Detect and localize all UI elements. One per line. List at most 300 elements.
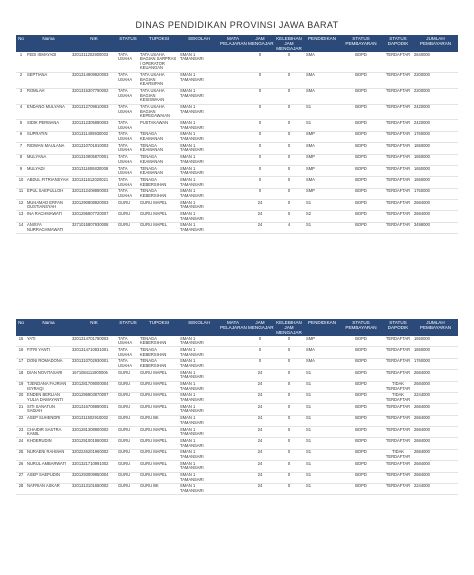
cell-no: 3 [16, 88, 26, 104]
cell-status-dapodik: TERDAFTAR [383, 188, 413, 199]
cell-status: TATA USAHA [117, 358, 139, 369]
cell-pendidikan: SMA [305, 143, 339, 154]
cell-nama: SITI SANATUN SADIAH [26, 404, 71, 415]
cell-jam-mengajar: 0 [247, 336, 273, 347]
cell-tupoksi: GURU MAPEL [139, 438, 179, 449]
cell-status: TATA USAHA [117, 347, 139, 358]
cell-sekolah: SMAN 1 TAMANSARI [179, 211, 219, 222]
header-status-pembayaran: STATUS PEMBAYARAN [339, 35, 383, 52]
header-nama: Nama [26, 35, 71, 52]
cell-jam-mengajar: 24 [247, 415, 273, 426]
cell-jam-mengajar: 24 [247, 370, 273, 381]
cell-status-pembayaran: BOPD [339, 154, 383, 165]
cell-status-dapodik: TERDAFTAR [383, 165, 413, 176]
cell-sekolah: SMAN 1 TAMANSARI [179, 336, 219, 347]
cell-jumlah-pembayaran: 2684000 [413, 449, 458, 460]
cell-status: TATA USAHA [117, 188, 139, 199]
cell-nik: 3201311606830008 [71, 165, 117, 176]
cell-nama: RIDWAN MAULANA [26, 143, 71, 154]
table-row [16, 347, 458, 358]
table-row [16, 483, 458, 494]
cell-nik: 3201321710991002 [71, 461, 117, 472]
cell-mata-pelajaran [219, 449, 247, 460]
cell-status-dapodik: TERDAFTAR [383, 177, 413, 188]
cell-nik: 3201310701910003 [71, 143, 117, 154]
cell-no: 13 [16, 211, 26, 222]
cell-tupoksi: GURU MAPEL [139, 427, 179, 438]
cell-pendidikan: SMP [305, 131, 339, 142]
table-row [16, 88, 458, 104]
header-jam-mengajar: JAM MENGAJAR [247, 35, 273, 52]
cell-jumlah-pembayaran: 2244000 [413, 483, 458, 494]
cell-kelebihan-jam: 0 [273, 88, 305, 104]
header-kelebihan-jam: KELEBIHAN JAM MENGAJAR [273, 35, 305, 52]
cell-status-dapodik: TERDAFTAR [383, 472, 413, 483]
cell-jumlah-pembayaran: 2684000 [413, 461, 458, 472]
cell-tupoksi: TATA USAHA BAGIAN KEARSIPAN [139, 72, 179, 88]
cell-sekolah: SMAN 1 TAMANSARI [179, 177, 219, 188]
cell-status-pembayaran: BOPD [339, 392, 383, 403]
cell-status-pembayaran: BOPD [339, 188, 383, 199]
cell-tupoksi: GURU MAPEL [139, 449, 179, 460]
cell-pendidikan: S1 [305, 120, 339, 131]
cell-kelebihan-jam: 0 [273, 358, 305, 369]
cell-nik: 3201312709810003 [71, 104, 117, 120]
cell-status-pembayaran: BOPD [339, 131, 383, 142]
cell-no: 11 [16, 188, 26, 199]
cell-jam-mengajar: 24 [247, 404, 273, 415]
cell-status-dapodik: TERDAFTAR [383, 438, 413, 449]
cell-sekolah: SMAN 1 TAMANSARI [179, 72, 219, 88]
cell-status-pembayaran: BOPD [339, 72, 383, 88]
cell-kelebihan-jam: 0 [273, 483, 305, 494]
cell-tupoksi: TENAGA KEAMANAN [139, 143, 179, 154]
cell-nama: SUPRATIN [26, 131, 71, 142]
cell-kelebihan-jam: 0 [273, 104, 305, 120]
cell-status-pembayaran: BOPD [339, 461, 383, 472]
cell-nik: 3271015807930008 [71, 222, 117, 233]
cell-pendidikan: SMP [305, 154, 339, 165]
cell-jumlah-pembayaran: 2684000 [413, 381, 458, 392]
cell-jam-mengajar: 0 [247, 104, 273, 120]
cell-jam-mengajar: 0 [247, 72, 273, 88]
table-row [16, 72, 458, 88]
cell-no: 23 [16, 427, 26, 438]
header-pendidikan: PENDIDIKAN [305, 35, 339, 52]
cell-status-dapodik: TERDAFTAR [383, 200, 413, 211]
cell-nama: DONI ROMADONA [26, 358, 71, 369]
cell-kelebihan-jam: 0 [273, 154, 305, 165]
cell-no: 7 [16, 143, 26, 154]
table-row [16, 200, 458, 211]
cell-mata-pelajaran [219, 415, 247, 426]
cell-status-pembayaran: BOPD [339, 52, 383, 72]
cell-status: TATA USAHA [117, 120, 139, 131]
cell-no: 2 [16, 72, 26, 88]
header-kelebihan-jam: KELEBIHAN JAM MENGAJAR [273, 319, 305, 336]
cell-no: 12 [16, 200, 26, 211]
cell-pendidikan: S1 [305, 200, 339, 211]
cell-jam-mengajar: 0 [247, 177, 273, 188]
cell-nama: SEPTIANA [26, 72, 71, 88]
cell-sekolah: SMAN 1 TAMANSARI [179, 347, 219, 358]
data-table-2 [16, 319, 458, 495]
cell-status-dapodik: TERDAFTAR [383, 143, 413, 154]
cell-kelebihan-jam: 0 [273, 120, 305, 131]
cell-sekolah: SMAN 1 TAMANSARI [179, 381, 219, 392]
cell-nama: FITRI YANTI [26, 347, 71, 358]
cell-pendidikan: S1 [305, 449, 339, 460]
cell-kelebihan-jam: 0 [273, 177, 305, 188]
table-row [16, 154, 458, 165]
cell-status-pembayaran: BOPD [339, 370, 383, 381]
cell-jumlah-pembayaran: 2684000 [413, 211, 458, 222]
cell-pendidikan: SMA [305, 358, 339, 369]
cell-nama: NURUL AMBARWATI [26, 461, 71, 472]
cell-status-pembayaran: BOPD [339, 427, 383, 438]
cell-mata-pelajaran [219, 131, 247, 142]
cell-pendidikan: S1 [305, 222, 339, 233]
header-sekolah: SEKOLAH [179, 35, 219, 52]
cell-pendidikan: SMA [305, 52, 339, 72]
cell-status-dapodik: TERDAFTAR [383, 211, 413, 222]
cell-status-pembayaran: BOPD [339, 347, 383, 358]
cell-status: GURU [117, 415, 139, 426]
cell-status-pembayaran: BOPD [339, 415, 383, 426]
cell-no: 24 [16, 438, 26, 449]
cell-no: 14 [16, 222, 26, 233]
cell-pendidikan: S1 [305, 370, 339, 381]
header-tupoksi: TUPOKSI [139, 319, 179, 336]
cell-pendidikan: S1 [305, 472, 339, 483]
cell-kelebihan-jam: 0 [273, 200, 305, 211]
cell-tupoksi: TENAGA KEAMANAN [139, 154, 179, 165]
cell-nik: 3201295907720007 [71, 211, 117, 222]
table-row [16, 104, 458, 120]
header-status: STATUS [117, 319, 139, 336]
cell-jumlah-pembayaran: 2684000 [413, 438, 458, 449]
cell-mata-pelajaran [219, 336, 247, 347]
cell-status: GURU [117, 381, 139, 392]
cell-tupoksi: TENAGA KEAMANAN [139, 131, 179, 142]
cell-kelebihan-jam: 0 [273, 404, 305, 415]
header-status-dapodik: STATUS DAPODIK [383, 319, 413, 336]
cell-jumlah-pembayaran: 2420000 [413, 120, 458, 131]
header-status-pembayaran: STATUS PEMBAYARAN [339, 319, 383, 336]
cell-nik: 3201311612020021 [71, 177, 117, 188]
cell-status-pembayaran: BOPD [339, 211, 383, 222]
cell-mata-pelajaran [219, 165, 247, 176]
cell-status: TATA USAHA [117, 154, 139, 165]
cell-status-dapodik: TERDAFTAR [383, 358, 413, 369]
cell-jam-mengajar: 24 [247, 200, 273, 211]
cell-nik: 3201314701780003 [71, 336, 117, 347]
cell-no: 5 [16, 120, 26, 131]
cell-status: GURU [117, 370, 139, 381]
cell-sekolah: SMAN 1 TAMANSARI [179, 88, 219, 104]
header-nik: NIK [71, 35, 117, 52]
cell-sekolah: SMAN 1 TAMANSARI [179, 358, 219, 369]
cell-status-dapodik: TERDAFTAR [383, 404, 413, 415]
cell-status-dapodik: TERDAFTAR [383, 370, 413, 381]
cell-pendidikan: S1 [305, 461, 339, 472]
header-mata-pelajaran: MATA PELAJARAN [219, 319, 247, 336]
cell-mata-pelajaran [219, 222, 247, 233]
cell-nik: 3201312305890003 [71, 120, 117, 131]
cell-jumlah-pembayaran: 2684000 [413, 415, 458, 426]
table-row [16, 143, 458, 154]
cell-pendidikan: SMA [305, 88, 339, 104]
cell-jumlah-pembayaran: 2640000 [413, 52, 458, 72]
cell-sekolah: SMAN 1 TAMANSARI [179, 370, 219, 381]
cell-pendidikan: S1 [305, 404, 339, 415]
cell-status: GURU [117, 404, 139, 415]
table-row [16, 165, 458, 176]
cell-jam-mengajar: 24 [247, 461, 273, 472]
cell-kelebihan-jam: 0 [273, 347, 305, 358]
cell-nama: SIDIK PERMANA [26, 120, 71, 131]
cell-nik: 3201293009950004 [71, 472, 117, 483]
cell-jumlah-pembayaran: 1650000 [413, 143, 458, 154]
cell-status-dapodik: TIDAK TERDAFTAR [383, 381, 413, 392]
cell-status-dapodik: TERDAFTAR [383, 120, 413, 131]
cell-jumlah-pembayaran: 2200000 [413, 88, 458, 104]
cell-mata-pelajaran [219, 143, 247, 154]
cell-nik: 3201310702930001 [71, 358, 117, 369]
cell-no: 8 [16, 154, 26, 165]
cell-jam-mengajar: 0 [247, 165, 273, 176]
cell-status-dapodik: TERDAFTAR [383, 222, 413, 233]
cell-nik: 3201312408890003 [71, 188, 117, 199]
cell-nik: 3201310805870001 [71, 154, 117, 165]
cell-status-pembayaran: BOPD [339, 222, 383, 233]
cell-pendidikan: SMP [305, 188, 339, 199]
cell-nama: NAFRIAN ASKAR [26, 483, 71, 494]
cell-no: 26 [16, 461, 26, 472]
cell-jam-mengajar: 0 [247, 88, 273, 104]
cell-tupoksi: TENAGA KEBERSIHAN [139, 188, 179, 199]
cell-kelebihan-jam: 0 [273, 188, 305, 199]
cell-nama: FEDI ISMAYADI [26, 52, 71, 72]
table-row [16, 358, 458, 369]
cell-status-dapodik: TERDAFTAR [383, 72, 413, 88]
cell-status-dapodik: TERDAFTAR [383, 131, 413, 142]
cell-mata-pelajaran [219, 472, 247, 483]
cell-status-pembayaran: BOPD [339, 358, 383, 369]
cell-status-pembayaran: BOPD [339, 483, 383, 494]
cell-mata-pelajaran [219, 177, 247, 188]
cell-nik: 3202246201960002 [71, 449, 117, 460]
cell-status: TATA USAHA [117, 336, 139, 347]
cell-no: 18 [16, 370, 26, 381]
cell-jumlah-pembayaran: 1760000 [413, 131, 458, 142]
cell-tupoksi: TENAGA KEAMANAN [139, 165, 179, 176]
cell-nama: DIAN NOVITASARI [26, 370, 71, 381]
cell-kelebihan-jam: 0 [273, 449, 305, 460]
cell-status-pembayaran: BOPD [339, 200, 383, 211]
cell-nik: 3201314710931001 [71, 347, 117, 358]
cell-nama: KHOERUDIN [26, 438, 71, 449]
cell-sekolah: SMAN 1 TAMANSARI [179, 472, 219, 483]
cell-tupoksi: GURU MAPEL [139, 370, 179, 381]
cell-kelebihan-jam: 0 [273, 52, 305, 72]
header-row [16, 35, 458, 52]
cell-status: TATA USAHA [117, 72, 139, 88]
cell-tupoksi: GURU BK [139, 483, 179, 494]
header-tupoksi: TUPOKSI [139, 35, 179, 52]
cell-no: 21 [16, 404, 26, 415]
cell-mata-pelajaran [219, 358, 247, 369]
cell-status-dapodik: TERDAFTAR [383, 427, 413, 438]
cell-sekolah: SMAN 1 TAMANSARI [179, 131, 219, 142]
header-jumlah-pembayaran: JUMLAH PEMBAYARAN [413, 35, 458, 52]
cell-status-pembayaran: BOPD [339, 143, 383, 154]
cell-kelebihan-jam: 0 [273, 131, 305, 142]
cell-nama: CHAIDIR SASTRA KAMIL [26, 427, 71, 438]
header-row [16, 319, 458, 336]
table-row [16, 472, 458, 483]
cell-pendidikan: S1 [305, 381, 339, 392]
table-row [16, 177, 458, 188]
cell-no: 19 [16, 381, 26, 392]
cell-status-dapodik: TERDAFTAR [383, 415, 413, 426]
cell-tupoksi: GURU MAPEL [139, 200, 179, 211]
cell-jam-mengajar: 0 [247, 154, 273, 165]
cell-status: GURU [117, 392, 139, 403]
cell-status-pembayaran: BOPD [339, 381, 383, 392]
table-row [16, 392, 458, 403]
cell-status: GURU [117, 449, 139, 460]
cell-jumlah-pembayaran: 1650000 [413, 154, 458, 165]
cell-status-dapodik: TERDAFTAR [383, 461, 413, 472]
page-title: DINAS PENDIDIKAN PROVINSI JAWA BARAT [135, 20, 339, 30]
table-row [16, 211, 458, 222]
table-row [16, 52, 458, 72]
cell-kelebihan-jam: 0 [273, 472, 305, 483]
cell-kelebihan-jam: 0 [273, 438, 305, 449]
cell-status: GURU [117, 200, 139, 211]
cell-status-dapodik: TERDAFTAR [383, 336, 413, 347]
cell-jam-mengajar: 24 [247, 438, 273, 449]
cell-sekolah: SMAN 1 TAMANSARI [179, 438, 219, 449]
cell-status: GURU [117, 461, 139, 472]
cell-kelebihan-jam: 0 [273, 336, 305, 347]
cell-nama: ASEP SAEPUDIN [26, 472, 71, 483]
cell-status-pembayaran: BOPD [339, 449, 383, 460]
cell-no: 17 [16, 358, 26, 369]
cell-status-dapodik: TERDAFTAR [383, 347, 413, 358]
cell-kelebihan-jam: 0 [273, 370, 305, 381]
cell-status-pembayaran: BOPD [339, 165, 383, 176]
cell-mata-pelajaran [219, 461, 247, 472]
header-no: No [16, 35, 26, 52]
cell-mata-pelajaran [219, 370, 247, 381]
cell-kelebihan-jam: 0 [273, 211, 305, 222]
cell-status: GURU [117, 222, 139, 233]
cell-status-dapodik: TIDAK TERDAFTAR [383, 392, 413, 403]
header-sekolah: SEKOLAH [179, 319, 219, 336]
header-jam-mengajar: JAM MENGAJAR [247, 319, 273, 336]
cell-status-pembayaran: BOPD [339, 336, 383, 347]
cell-pendidikan: S1 [305, 104, 339, 120]
cell-nama: ENDEN BERLIAN YULIA DAMAYANTI [26, 392, 71, 403]
cell-nik: 3201291001950002 [71, 438, 117, 449]
cell-nik: 3201295903870007 [71, 392, 117, 403]
cell-nama: MULYANA [26, 154, 71, 165]
cell-sekolah: SMAN 1 TAMANSARI [179, 188, 219, 199]
cell-sekolah: SMAN 1 TAMANSARI [179, 120, 219, 131]
cell-status-dapodik: TERDAFTAR [383, 88, 413, 104]
cell-pendidikan: SMA [305, 347, 339, 358]
cell-pendidikan: S1 [305, 427, 339, 438]
cell-jumlah-pembayaran: 1650000 [413, 347, 458, 358]
cell-jumlah-pembayaran: 2684000 [413, 200, 458, 211]
cell-tupoksi: TENAGA KEBERSIHAN [139, 336, 179, 347]
cell-nik: 3201311502910002 [71, 415, 117, 426]
cell-nama: EPUL SAEPULLOH [26, 188, 71, 199]
cell-status: TATA USAHA [117, 104, 139, 120]
cell-pendidikan: SMA [305, 72, 339, 88]
cell-status: TATA USAHA [117, 88, 139, 104]
cell-status: GURU [117, 438, 139, 449]
cell-no: 28 [16, 483, 26, 494]
cell-status: GURU [117, 211, 139, 222]
cell-tupoksi: TENAGA KEBERSIHAN [139, 358, 179, 369]
cell-tupoksi: GURU MAPEL [139, 211, 179, 222]
cell-nik: 3201313101650002 [71, 483, 117, 494]
cell-tupoksi: TENAGA KEBERSIHAN [139, 177, 179, 188]
table-row [16, 427, 458, 438]
cell-jam-mengajar: 24 [247, 211, 273, 222]
cell-status-dapodik: TIDAK TERDAFTAR [383, 449, 413, 460]
cell-jumlah-pembayaran: 3498000 [413, 222, 458, 233]
cell-jam-mengajar: 24 [247, 472, 273, 483]
header-no: No [16, 319, 26, 336]
cell-kelebihan-jam: 4 [273, 222, 305, 233]
cell-jam-mengajar: 24 [247, 381, 273, 392]
cell-nama: MUHAMAD ERFAN GUSTIANSYAH [26, 200, 71, 211]
cell-status-pembayaran: BOPD [339, 104, 383, 120]
cell-no: 25 [16, 449, 26, 460]
cell-mata-pelajaran [219, 381, 247, 392]
cell-sekolah: SMAN 1 TAMANSARI [179, 427, 219, 438]
cell-tupoksi: GURU BK [139, 415, 179, 426]
cell-sekolah: SMAN 1 TAMANSARI [179, 165, 219, 176]
cell-nik: 3201290808920003 [71, 200, 117, 211]
cell-tupoksi: TATA USAHA BAGIAN KESISWAAN [139, 88, 179, 104]
cell-jumlah-pembayaran: 2684000 [413, 427, 458, 438]
data-table-1 [16, 35, 458, 234]
cell-mata-pelajaran [219, 392, 247, 403]
cell-no: 9 [16, 165, 26, 176]
table-row [16, 415, 458, 426]
cell-pendidikan: S2 [305, 211, 339, 222]
cell-sekolah: SMAN 1 TAMANSARI [179, 143, 219, 154]
cell-mata-pelajaran [219, 483, 247, 494]
cell-mata-pelajaran [219, 88, 247, 104]
cell-nama: ENDANG MULYANA [26, 104, 71, 120]
cell-status: GURU [117, 427, 139, 438]
cell-mata-pelajaran [219, 427, 247, 438]
cell-status: TATA USAHA [117, 177, 139, 188]
table-row [16, 461, 458, 472]
cell-sekolah: SMAN 1 TAMANSARI [179, 222, 219, 233]
cell-jam-mengajar: 24 [247, 483, 273, 494]
cell-tupoksi: GURU MAPEL [139, 472, 179, 483]
cell-tupoksi: GURU MAPEL [139, 222, 179, 233]
cell-nik: 3201281709000004 [71, 381, 117, 392]
cell-jam-mengajar: 24 [247, 427, 273, 438]
